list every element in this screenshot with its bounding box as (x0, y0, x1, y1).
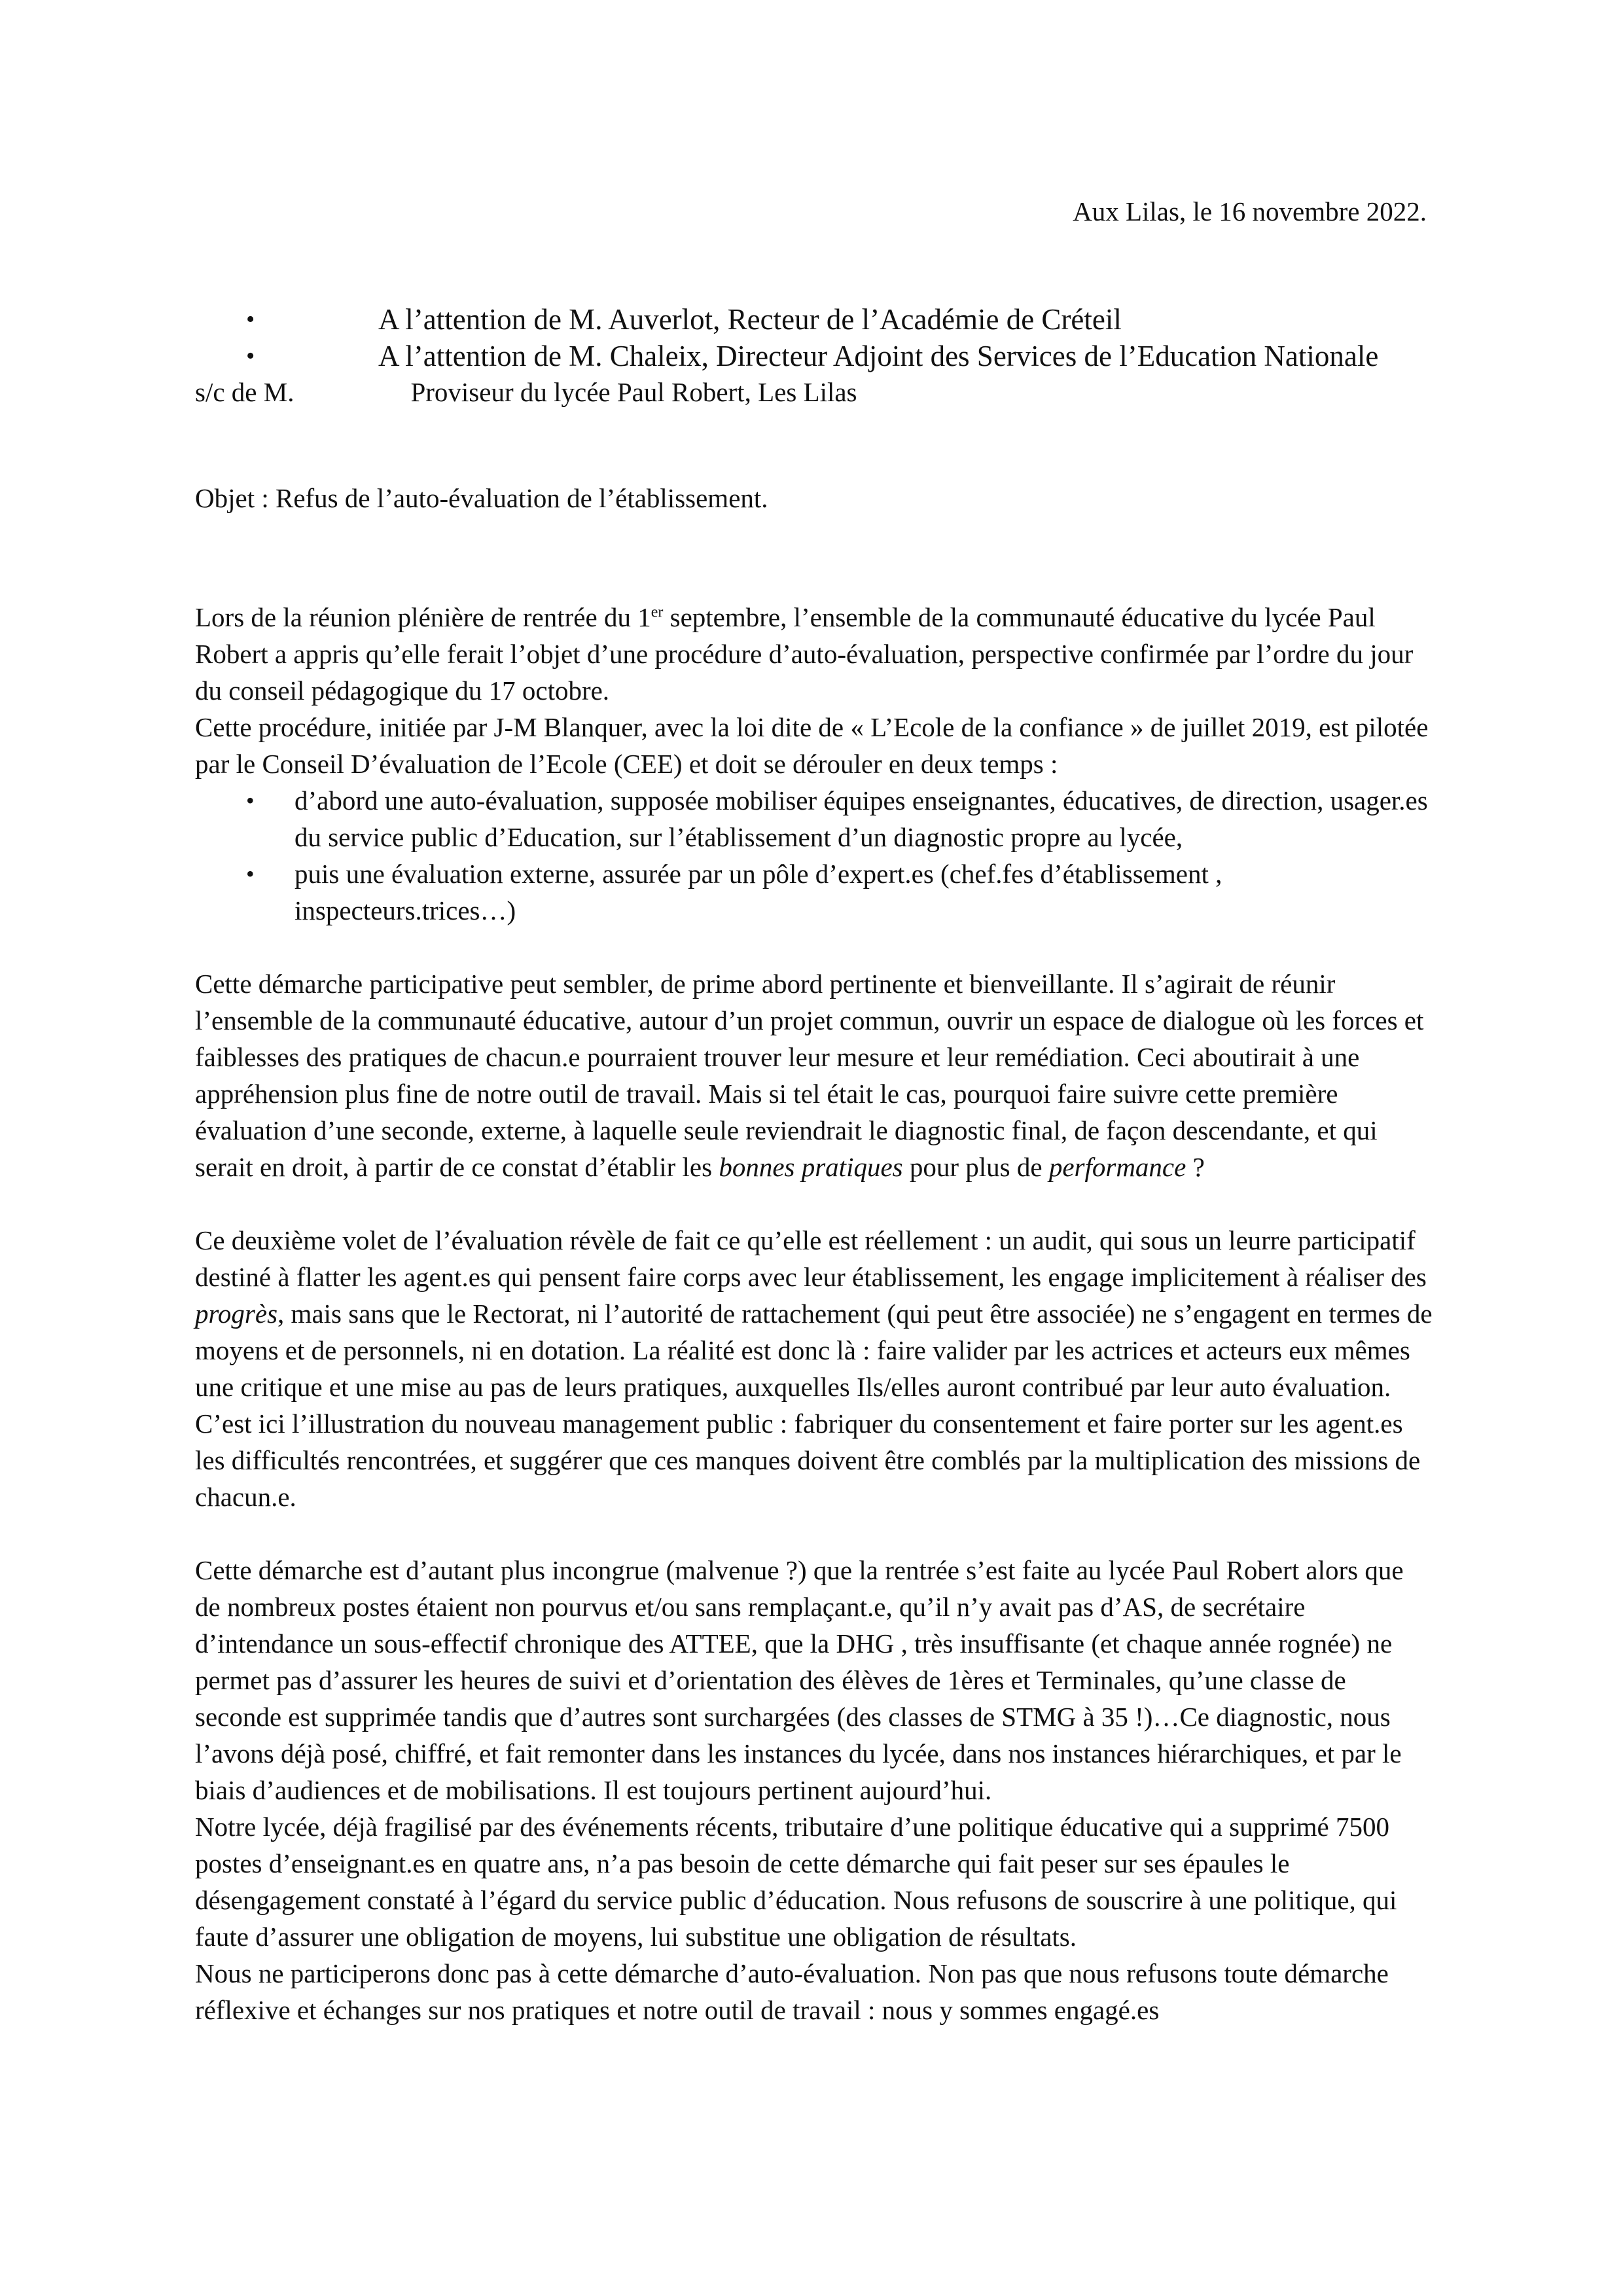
bullet-icon: • (246, 861, 255, 887)
paragraph-procedure: Cette procédure, initiée par J-M Blanquer, avec la loi dite de « L’Ecole de la confiance » de juillet 2019, est pilotée par le Conseil D’évaluation de l’Ecole (CEE) et doit se dérouler en deux temps : (195, 712, 1429, 779)
emphasis-progres: progrès (195, 1299, 278, 1329)
paragraph-refusal: Nous ne participerons donc pas à cette démarche d’auto-évaluation. Non pas que nous refusons toute démarche réflexive et échanges sur nos pratiques et notre outil de travail : nous y sommes engagé.es (195, 1958, 1389, 2025)
sc-prefix: s/c de M. (195, 377, 294, 407)
intro-text-b: septembre, l’ensemble de la communauté éducative du lycée Paul Robert a appris qu’elle ferait l’objet d’une procédure d’auto-évaluation, perspective confirmée par l’ordre du jour du conseil pédagogique du 17 octobre. (195, 602, 1414, 706)
date-line: Aux Lilas, le 16 novembre 2022. (1073, 196, 1427, 226)
recipients-block (195, 301, 1438, 410)
bullet-icon: • (246, 306, 255, 333)
participative-text-c: ? (1186, 1152, 1205, 1182)
participative-text-a: Cette démarche participative peut sembler, de prime abord pertinente et bienveillante. Il s’agirait de réunir l’ensemble de la communauté éducative, autour d’un projet commun, ouvrir un espace de dialogue où les forces et faiblesses des pratiques de chacun.e pourraient trouver leur mesure et leur remédiation. Ceci aboutirait à une appréhension plus fine de notre outil de travail. Mais si tel était le cas, pourquoi faire suivre cette première évaluation d’une seconde, externe, à laquelle seule reviendrait le diagnostic final, de façon descendante, et qui serait en droit, à partir de ce constat d’établir les (195, 969, 1424, 1182)
audit-text-a: Ce deuxième volet de l’évaluation révèle de fait ce qu’elle est réellement : un audit, qui sous un leurre participatif destiné à flatter les agent.es qui pensent faire corps avec leur établissement, les engage implicitement à réaliser des (195, 1225, 1427, 1292)
steps-list (195, 782, 1435, 929)
paragraph-lycee: Notre lycée, déjà fragilisé par des événements récents, tributaire d’une politique éducative qui a supprimé 7500 postes d’enseignant.es en quatre ans, n’a pas besoin de cette démarche qui fait peser sur ses épaules le désengagement constaté à l’égard du service public d’éducation. Nous refusons de souscrire à une politique, qui faute d’assurer une obligation de moyens, lui substitue une obligation de résultats. (195, 1812, 1397, 1952)
object-line: Objet : Refus de l’auto-évaluation de l’établissement. (195, 483, 768, 513)
sc-rest: Proviseur du lycée Paul Robert, Les Lilas (410, 377, 857, 407)
recipient-rector (195, 301, 1438, 338)
sc-line (195, 374, 1438, 410)
audit-text-b: , mais sans que le Rectorat, ni l’autorité de rattachement (qui peut être associée) ne s’engagent en termes de moyens et de personnels, ni en dotation. La réalité est donc là : faire valider par les actrices et acteurs eux mêmes une critique et une mise au pas de leurs pratiques, auxquelles Ils/elles auront contribué par leur auto évaluation. C’est ici l’illustration du nouveau management public : fabriquer du consentement et faire porter sur les agent.es les difficultés rencontrées, et suggérer que ces manques doivent être comblés par la multiplication des missions de chacun.e. (195, 1299, 1433, 1512)
paragraph-participative (195, 965, 1435, 1185)
recipient-dasen-text: A l’attention de M. Chaleix, Directeur Adjoint des Services de l’Education Nationale (378, 340, 1379, 372)
superscript-er: er (651, 603, 664, 621)
step-external-evaluation: puis une évaluation externe, assurée par un pôle d’expert.es (chef.fes d’établissement , inspecteurs.trices…) (294, 859, 1222, 925)
list-item (195, 855, 1435, 929)
letter-body (195, 599, 1435, 2028)
step-self-evaluation: d’abord une auto-évaluation, supposée mobiliser équipes enseignantes, éducatives, de direction, usager.es du service public d’Education, sur l’établissement d’un diagnostic propre au lycée, (294, 785, 1428, 852)
emphasis-bonnes-pratiques: bonnes pratiques (719, 1152, 903, 1182)
paragraph-audit (195, 1222, 1435, 1515)
emphasis-performance: performance (1048, 1152, 1186, 1182)
paragraph-context: Cette démarche est d’autant plus incongrue (malvenue ?) que la rentrée s’est faite au lycée Paul Robert alors que de nombreux postes étaient non pourvus et/ou sans remplaçant.e, qu’il n’y avait pas d’AS, de secrétaire d’intendance un sous-effectif chronique des ATTEE, que la DHG , très insuffisante (et chaque année rognée) ne permet pas d’assurer les heures de suivi et d’orientation des élèves de 1ères et Terminales, qu’une classe de seconde est supprimée tandis que d’autres sont surchargées (des classes de STMG à 35 !)…Ce diagnostic, nous l’avons déjà posé, chiffré, et fait remonter dans les instances du lycée, dans nos instances hiérarchiques, et par le biais d’audiences et de mobilisations. Il est toujours pertinent aujourd’hui. (195, 1555, 1404, 1805)
recipient-dasen (195, 338, 1438, 374)
recipient-rector-text: A l’attention de M. Auverlot, Recteur de l’Académie de Créteil (378, 303, 1122, 336)
participative-text-b: pour plus de (902, 1152, 1049, 1182)
bullet-icon: • (246, 787, 255, 814)
list-item (195, 782, 1435, 855)
paragraph-intro (195, 599, 1435, 709)
bullet-icon: • (246, 342, 255, 370)
intro-text-a: Lors de la réunion plénière de rentrée du 1 (195, 602, 651, 632)
